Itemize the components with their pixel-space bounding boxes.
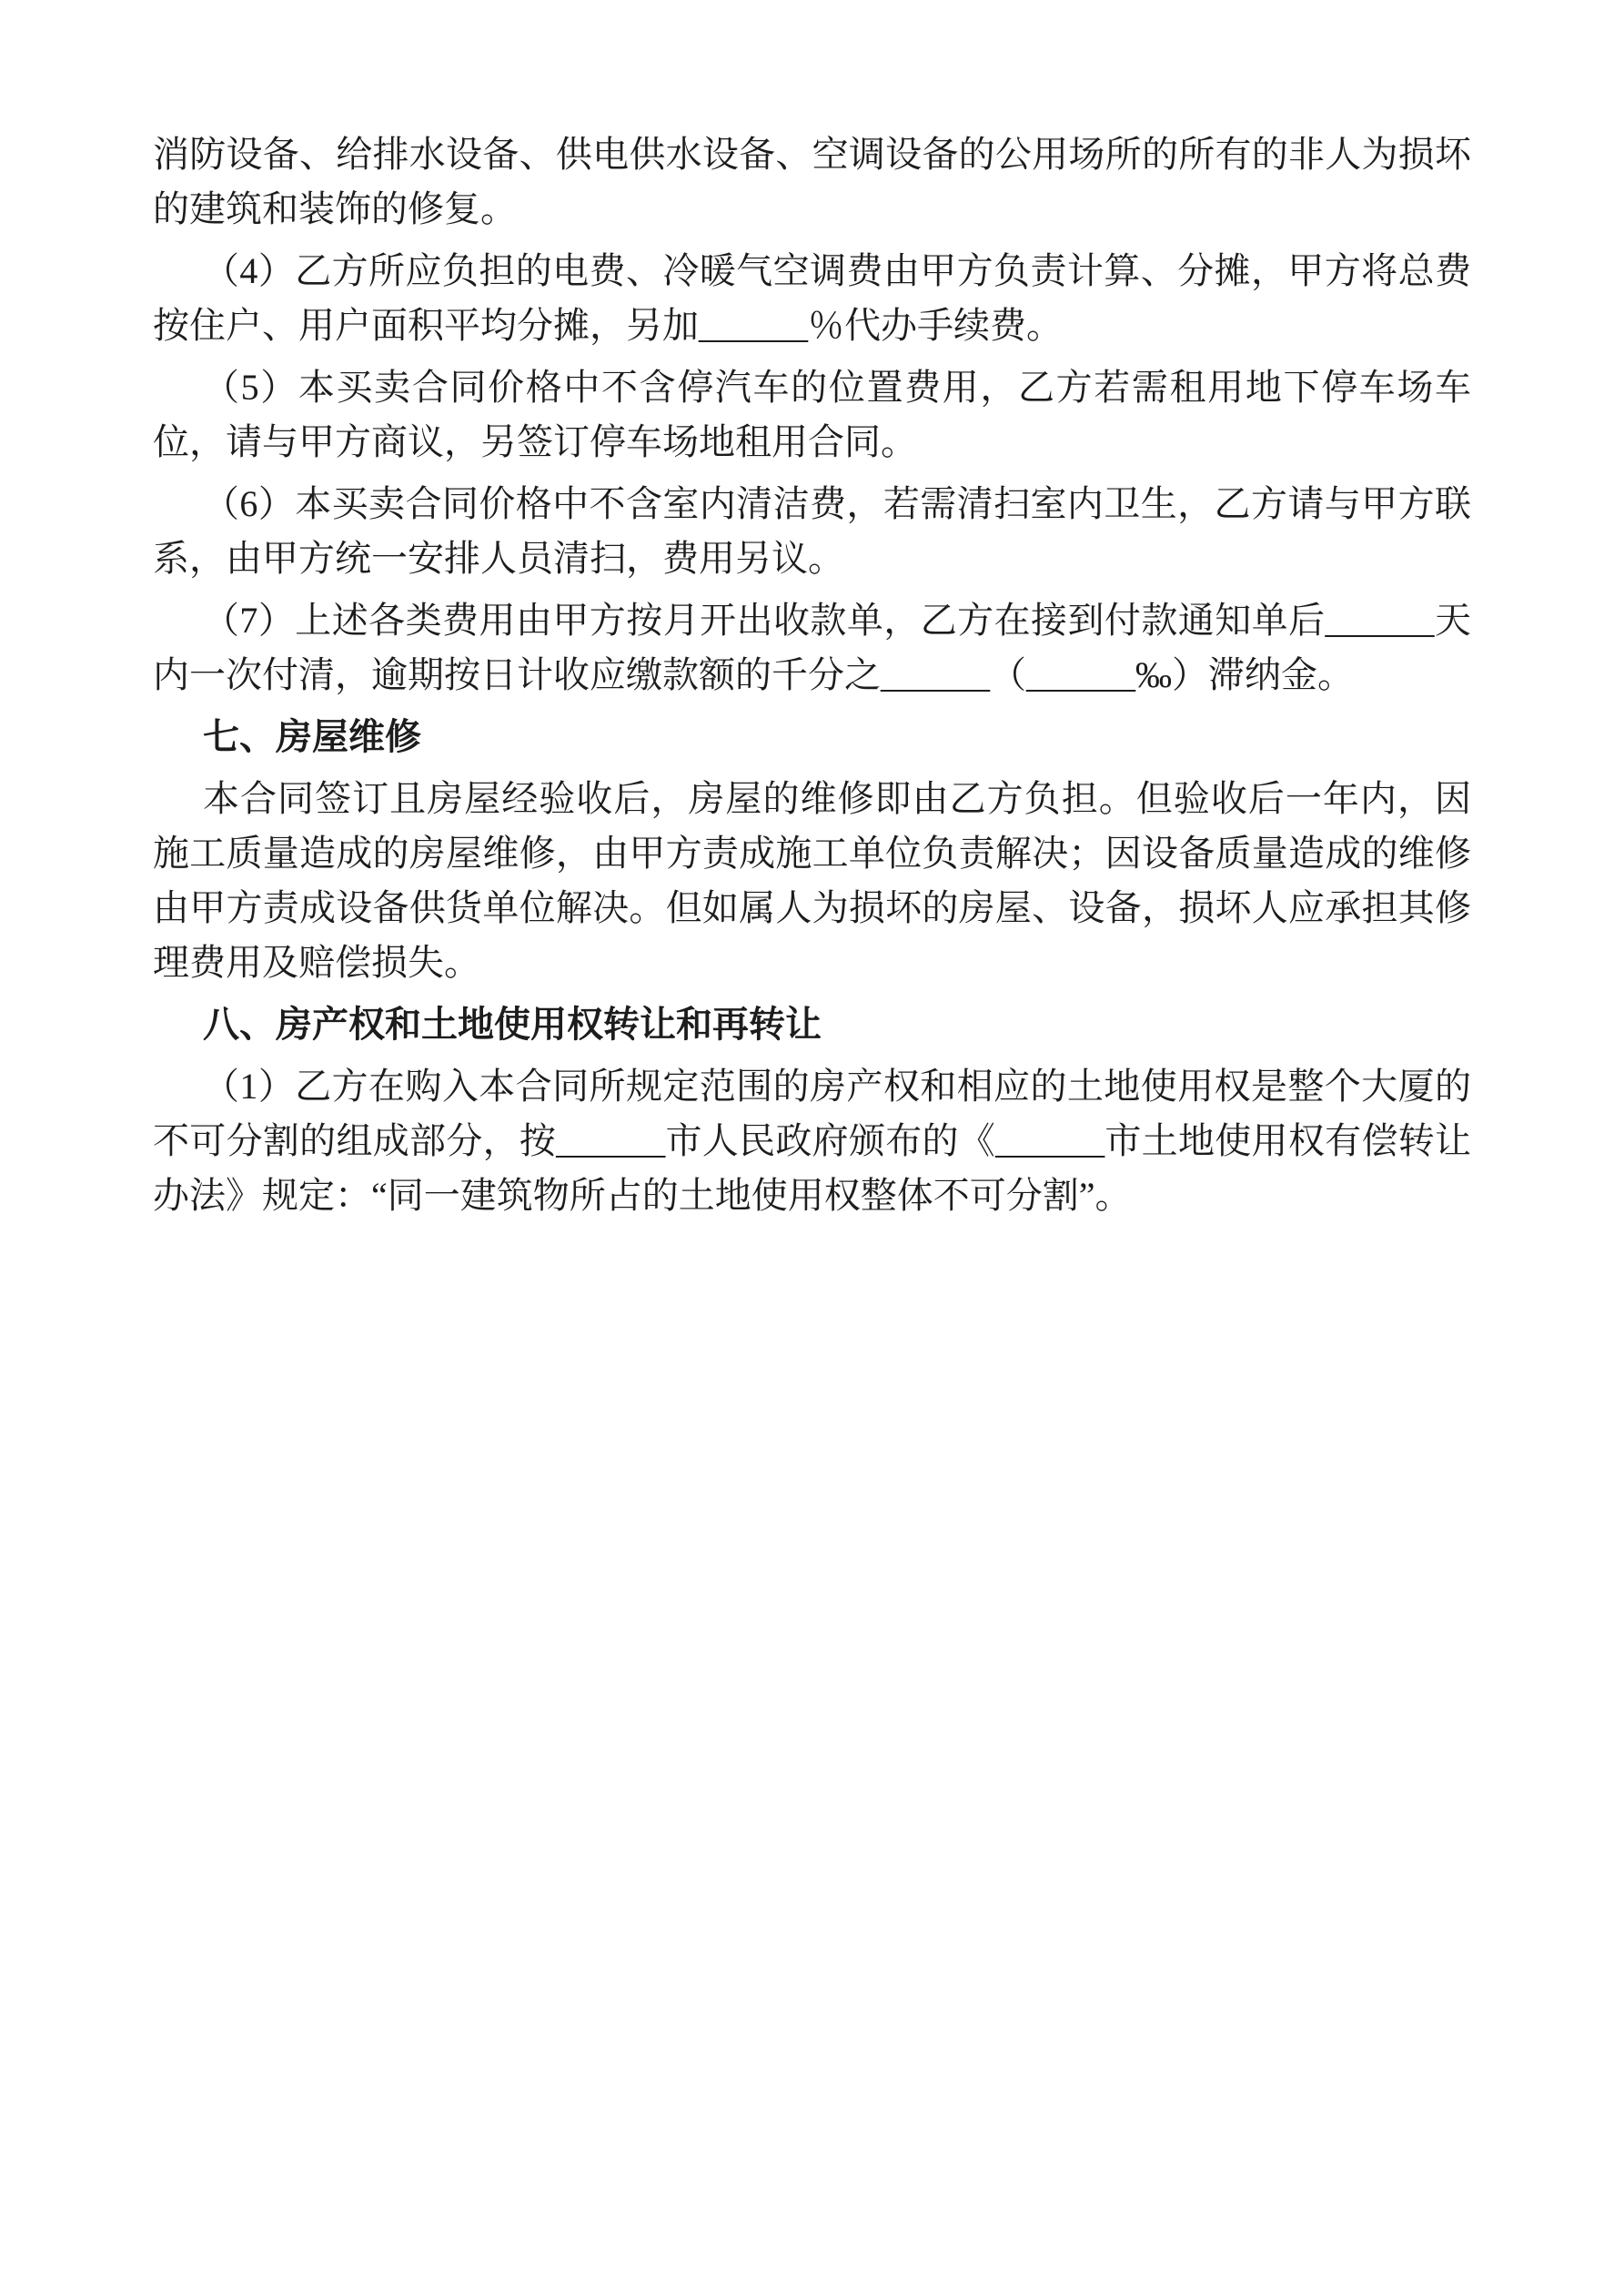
- clause-8-item-1: （1）乙方在购入本合同所规定范围的房产权和相应的土地使用权是整个大厦的不可分割的组成部分，按______市人民政府颁布的《______市土地使用权有偿转让办法》规定：“同一建筑物所占的土地使用权整体不可分割”。: [153, 1066, 1471, 1216]
- clause-item-6: （6）本买卖合同价格中不含室内清洁费，若需清扫室内卫生，乙方请与甲方联系，由甲方统一安排人员清扫，费用另议。: [153, 483, 1471, 579]
- section-7-paragraph: 本合同签订且房屋经验收后，房屋的维修即由乙方负担。但验收后一年内，因施工质量造成的房屋维修，由甲方责成施工单位负责解决；因设备质量造成的维修由甲方责成设备供货单位解决。但如属人为损坏的房屋、设备，损坏人应承担其修理费用及赔偿损失。: [153, 778, 1471, 983]
- section-heading-7-house-maintenance: 七、房屋维修: [203, 716, 421, 757]
- clause-item-7: （7）上述各类费用由甲方按月开出收款单，乙方在接到付款通知单后______天内一次付清，逾期按日计收应缴款额的千分之______（______‰）滞纳金。: [153, 600, 1471, 695]
- clause-item-5: （5）本买卖合同价格中不含停汽车的位置费用，乙方若需租用地下停车场车位，请与甲方商议，另签订停车场地租用合同。: [153, 367, 1471, 462]
- section-heading-8-property-rights-transfer: 八、房产权和土地使用权转让和再转让: [203, 1004, 822, 1045]
- clause-item-4: （4）乙方所应负担的电费、冷暖气空调费由甲方负责计算、分摊，甲方将总费按住户、用户面积平均分摊，另加______％代办手续费。: [153, 250, 1471, 346]
- paragraph-continuation: 消防设备、给排水设备、供电供水设备、空调设备的公用场所的所有的非人为损坏的建筑和装饰的修复。: [153, 134, 1471, 229]
